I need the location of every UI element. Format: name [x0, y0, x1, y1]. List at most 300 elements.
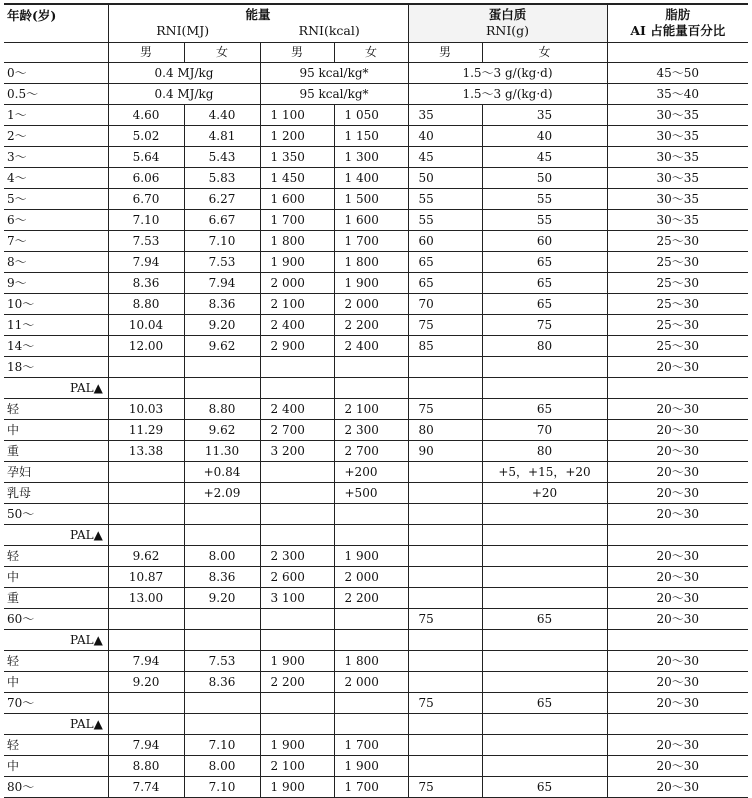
energy-mj-male-cell: 7.94	[108, 251, 184, 272]
table-row	[4, 671, 748, 692]
protein-male-cell	[408, 734, 482, 755]
protein-female-cell: 65	[482, 398, 607, 419]
energy-mj-male-cell: 8.80	[108, 293, 184, 314]
protein-male-cell	[408, 755, 482, 776]
energy-mj-female-cell: 9.20	[184, 587, 260, 608]
age-cell: 70～	[7, 695, 35, 710]
energy-mj-male-cell	[108, 377, 184, 398]
fat-ai-cell: 30～35	[607, 167, 748, 188]
fat-ai-cell: 30～35	[607, 146, 748, 167]
protein-female-cell: 65	[482, 272, 607, 293]
energy-kcal-male-cell: 2 000	[260, 272, 334, 293]
protein-male-cell: 45	[408, 146, 482, 167]
protein-female-cell: +5，+15，+20	[482, 461, 607, 482]
energy-mj-male-cell: 11.29	[108, 419, 184, 440]
protein-female-cell: +20	[482, 482, 607, 503]
table-row	[4, 419, 748, 440]
energy-mj-female-cell: 6.27	[184, 188, 260, 209]
protein-cell: 1.5～3 g/(kg·d)	[408, 83, 607, 104]
energy-mj-male-cell	[108, 503, 184, 524]
protein-female-cell	[482, 629, 607, 650]
energy-mj-female-cell: +2.09	[184, 482, 260, 503]
protein-male-cell: 85	[408, 335, 482, 356]
energy-mj-female-cell: 8.36	[184, 293, 260, 314]
energy-kcal-female-cell: 2 000	[334, 671, 408, 692]
energy-mj-male-cell	[108, 629, 184, 650]
energy-mj-male-cell	[108, 524, 184, 545]
energy-kcal-female-cell	[334, 629, 408, 650]
nutrient-intake-table	[4, 3, 748, 798]
protein-female-cell: 65	[482, 692, 607, 713]
fat-ai-label: AI 占能量百分比	[630, 23, 726, 39]
energy-kcal-male-cell: 2 400	[260, 314, 334, 335]
protein-male-cell	[408, 503, 482, 524]
energy-mj-female-cell: 7.53	[184, 251, 260, 272]
age-header: 年龄(岁)	[7, 8, 57, 23]
protein-title: 蛋白质	[488, 7, 527, 23]
protein-male-cell	[408, 587, 482, 608]
energy-kcal-female-cell: 1 150	[334, 125, 408, 146]
age-cell: 轻	[7, 401, 20, 416]
energy-kcal-female-cell: 2 000	[334, 293, 408, 314]
energy-kcal-female-cell: 1 700	[334, 776, 408, 797]
age-cell: 11～	[7, 317, 35, 332]
age-cell: 轻	[7, 653, 20, 668]
fat-ai-cell: 20～30	[607, 503, 748, 524]
energy-kcal-male-cell	[260, 461, 334, 482]
fat-ai-cell: 20～30	[607, 482, 748, 503]
energy-kcal-male-cell: 2 100	[260, 293, 334, 314]
protein-cell: 1.5～3 g/(kg·d)	[408, 62, 607, 83]
energy-mj-female-cell: 7.10	[184, 230, 260, 251]
energy-kcal-male-cell: 1 700	[260, 209, 334, 230]
protein-female-cell: 50	[482, 167, 607, 188]
energy-kcal-male-cell	[260, 377, 334, 398]
energy-mj-male-cell: 8.36	[108, 272, 184, 293]
energy-mj-male-cell: 10.87	[108, 566, 184, 587]
table-row	[4, 209, 748, 230]
table-row	[4, 608, 748, 629]
age-cell: 孕妇	[7, 464, 32, 479]
protein-male-cell	[408, 650, 482, 671]
table-row	[4, 398, 748, 419]
age-cell: 8～	[7, 254, 27, 269]
energy-kcal-female-cell: +500	[334, 482, 408, 503]
energy-mj-male-cell	[108, 461, 184, 482]
protein-male-cell	[408, 356, 482, 377]
energy-kcal-male-cell	[260, 713, 334, 734]
age-cell: 重	[7, 443, 20, 458]
sex-label: 男	[108, 42, 184, 62]
sex-label: 女	[334, 42, 408, 62]
energy-kcal-male-cell: 1 200	[260, 125, 334, 146]
energy-mj-male-cell: 13.00	[108, 587, 184, 608]
energy-kcal-female-cell: 2 300	[334, 419, 408, 440]
age-cell: 中	[7, 758, 20, 773]
energy-kcal-cell: 95 kcal/kg*	[260, 62, 408, 83]
sex-label: 男	[408, 42, 482, 62]
age-cell: 重	[7, 590, 20, 605]
fat-ai-cell: 30～35	[607, 188, 748, 209]
fat-ai-cell	[607, 629, 748, 650]
protein-male-cell: 80	[408, 419, 482, 440]
table-row	[4, 272, 748, 293]
energy-kcal-female-cell: 1 800	[334, 251, 408, 272]
table-row	[4, 545, 748, 566]
table-row	[4, 335, 748, 356]
protein-male-cell: 50	[408, 167, 482, 188]
fat-ai-cell: 20～30	[607, 398, 748, 419]
protein-female-cell	[482, 650, 607, 671]
energy-mj-female-cell: 4.40	[184, 104, 260, 125]
energy-title: 能量	[245, 7, 271, 23]
energy-mj-male-cell: 9.20	[108, 671, 184, 692]
fat-ai-cell	[607, 713, 748, 734]
fat-ai-cell: 20～30	[607, 692, 748, 713]
energy-mj-female-cell: 7.10	[184, 776, 260, 797]
energy-mj-male-cell	[108, 692, 184, 713]
protein-female-cell	[482, 755, 607, 776]
table-row	[4, 524, 748, 545]
energy-mj-male-cell: 10.03	[108, 398, 184, 419]
protein-female-cell	[482, 377, 607, 398]
sex-label: 男	[260, 42, 334, 62]
fat-ai-cell: 20～30	[607, 545, 748, 566]
protein-male-cell: 75	[408, 398, 482, 419]
energy-kcal-female-cell: 1 700	[334, 230, 408, 251]
energy-kcal-female-cell: 1 300	[334, 146, 408, 167]
age-cell: 3～	[7, 149, 27, 164]
protein-female-cell	[482, 545, 607, 566]
energy-mj-male-cell: 5.64	[108, 146, 184, 167]
fat-title: 脂肪	[665, 7, 691, 23]
fat-ai-cell: 25～30	[607, 335, 748, 356]
protein-female-cell: 45	[482, 146, 607, 167]
fat-ai-cell: 30～35	[607, 104, 748, 125]
energy-kcal-female-cell	[334, 524, 408, 545]
protein-female-cell	[482, 566, 607, 587]
energy-mj-male-cell	[108, 608, 184, 629]
fat-ai-cell: 20～30	[607, 356, 748, 377]
fat-ai-cell: 25～30	[607, 230, 748, 251]
energy-mj-female-cell: 9.20	[184, 314, 260, 335]
energy-mj-male-cell: 7.10	[108, 209, 184, 230]
sex-label: 女	[482, 42, 607, 62]
age-cell: 中	[7, 674, 20, 689]
table-row	[4, 713, 748, 734]
energy-mj-female-cell	[184, 713, 260, 734]
energy-kcal-male-cell	[260, 524, 334, 545]
energy-mj-female-cell: +0.84	[184, 461, 260, 482]
energy-kcal-male-cell: 2 900	[260, 335, 334, 356]
energy-kcal-female-cell: 1 900	[334, 272, 408, 293]
protein-female-cell	[482, 524, 607, 545]
fat-cell: 45～50	[607, 62, 748, 83]
age-cell: 中	[7, 422, 20, 437]
protein-male-cell: 70	[408, 293, 482, 314]
energy-mj-male-cell	[108, 356, 184, 377]
fat-ai-cell	[607, 524, 748, 545]
protein-male-cell: 55	[408, 188, 482, 209]
protein-female-cell	[482, 587, 607, 608]
protein-female-cell: 75	[482, 314, 607, 335]
fat-cell: 35～40	[607, 83, 748, 104]
energy-mj-female-cell: 9.62	[184, 335, 260, 356]
table-row	[4, 293, 748, 314]
protein-male-cell	[408, 461, 482, 482]
energy-mj-female-cell: 8.80	[184, 398, 260, 419]
protein-female-cell: 55	[482, 209, 607, 230]
energy-kcal-female-cell	[334, 503, 408, 524]
protein-male-cell: 75	[408, 608, 482, 629]
protein-male-cell: 90	[408, 440, 482, 461]
energy-mj-female-cell: 5.83	[184, 167, 260, 188]
age-cell: 4～	[7, 170, 27, 185]
table-row	[4, 62, 748, 83]
fat-ai-cell: 20～30	[607, 671, 748, 692]
table-row	[4, 503, 748, 524]
age-cell: PAL▲	[70, 380, 103, 395]
energy-mj-male-cell: 13.38	[108, 440, 184, 461]
protein-female-cell: 70	[482, 419, 607, 440]
age-cell: PAL▲	[70, 632, 103, 647]
table-row	[4, 650, 748, 671]
protein-female-cell: 65	[482, 608, 607, 629]
energy-kcal-female-cell: 2 200	[334, 587, 408, 608]
age-cell: 80～	[7, 779, 35, 794]
protein-male-cell: 65	[408, 272, 482, 293]
energy-mj-female-cell: 11.30	[184, 440, 260, 461]
table-row	[4, 146, 748, 167]
energy-kcal-female-cell: 2 400	[334, 335, 408, 356]
table-row	[4, 587, 748, 608]
rni-kcal-label: RNI(kcal)	[298, 23, 360, 39]
energy-kcal-male-cell: 1 900	[260, 776, 334, 797]
fat-subheader	[607, 42, 748, 62]
energy-mj-male-cell: 5.02	[108, 125, 184, 146]
energy-kcal-male-cell: 1 350	[260, 146, 334, 167]
protein-male-cell: 35	[408, 104, 482, 125]
energy-mj-female-cell: 8.00	[184, 545, 260, 566]
protein-male-cell	[408, 524, 482, 545]
energy-mj-male-cell: 9.62	[108, 545, 184, 566]
table-row	[4, 734, 748, 755]
table-row	[4, 251, 748, 272]
energy-kcal-female-cell	[334, 692, 408, 713]
age-cell: 轻	[7, 548, 20, 563]
fat-ai-cell: 25～30	[607, 293, 748, 314]
fat-ai-cell: 30～35	[607, 209, 748, 230]
age-cell: 60～	[7, 611, 35, 626]
fat-ai-cell: 30～35	[607, 125, 748, 146]
protein-male-cell: 55	[408, 209, 482, 230]
energy-kcal-female-cell	[334, 377, 408, 398]
age-cell: 0.5～	[7, 86, 39, 101]
energy-kcal-female-cell	[334, 713, 408, 734]
energy-mj-male-cell	[108, 482, 184, 503]
age-cell: 6～	[7, 212, 27, 227]
energy-mj-cell: 0.4 MJ/kg	[108, 62, 260, 83]
age-cell: 2～	[7, 128, 27, 143]
protein-female-cell	[482, 503, 607, 524]
age-cell: 9～	[7, 275, 27, 290]
energy-kcal-male-cell: 1 100	[260, 104, 334, 125]
table-row	[4, 692, 748, 713]
fat-ai-cell	[607, 377, 748, 398]
protein-male-cell	[408, 629, 482, 650]
protein-female-cell	[482, 713, 607, 734]
table-row	[4, 356, 748, 377]
age-cell: PAL▲	[70, 527, 103, 542]
protein-female-cell: 80	[482, 440, 607, 461]
energy-kcal-cell: 95 kcal/kg*	[260, 83, 408, 104]
energy-kcal-male-cell: 2 700	[260, 419, 334, 440]
energy-kcal-male-cell: 1 900	[260, 251, 334, 272]
energy-kcal-male-cell: 1 900	[260, 734, 334, 755]
protein-female-cell	[482, 671, 607, 692]
protein-male-cell: 75	[408, 314, 482, 335]
fat-ai-cell: 20～30	[607, 608, 748, 629]
energy-mj-female-cell: 8.36	[184, 671, 260, 692]
energy-mj-female-cell	[184, 524, 260, 545]
energy-mj-female-cell: 5.43	[184, 146, 260, 167]
energy-mj-male-cell: 7.94	[108, 734, 184, 755]
fat-ai-cell: 20～30	[607, 755, 748, 776]
protein-female-cell: 60	[482, 230, 607, 251]
age-cell: 5～	[7, 191, 27, 206]
table-row	[4, 125, 748, 146]
energy-kcal-male-cell: 3 200	[260, 440, 334, 461]
protein-female-cell	[482, 356, 607, 377]
protein-male-cell	[408, 671, 482, 692]
energy-mj-male-cell: 4.60	[108, 104, 184, 125]
energy-kcal-male-cell	[260, 608, 334, 629]
energy-mj-female-cell: 7.53	[184, 650, 260, 671]
rni-mj-label: RNI(MJ)	[156, 23, 210, 39]
energy-kcal-male-cell	[260, 692, 334, 713]
table-row	[4, 188, 748, 209]
rni-g-label: RNI(g)	[485, 23, 530, 39]
fat-ai-cell: 20～30	[607, 566, 748, 587]
protein-female-cell: 55	[482, 188, 607, 209]
energy-kcal-male-cell: 2 600	[260, 566, 334, 587]
energy-mj-female-cell: 7.10	[184, 734, 260, 755]
energy-kcal-female-cell: 1 500	[334, 188, 408, 209]
age-cell: 轻	[7, 737, 20, 752]
energy-kcal-female-cell: 1 900	[334, 755, 408, 776]
table-row	[4, 83, 748, 104]
table-row	[4, 461, 748, 482]
energy-kcal-female-cell	[334, 356, 408, 377]
age-cell: 7～	[7, 233, 27, 248]
energy-mj-male-cell: 12.00	[108, 335, 184, 356]
protein-male-cell: 40	[408, 125, 482, 146]
energy-kcal-female-cell	[334, 608, 408, 629]
age-cell: 50～	[7, 506, 35, 521]
energy-kcal-female-cell: 2 700	[334, 440, 408, 461]
protein-female-cell: 65	[482, 776, 607, 797]
age-cell: 10～	[7, 296, 35, 311]
fat-ai-cell: 20～30	[607, 776, 748, 797]
table-row	[4, 755, 748, 776]
energy-kcal-male-cell: 2 400	[260, 398, 334, 419]
table-row	[4, 776, 748, 797]
energy-mj-male-cell: 7.74	[108, 776, 184, 797]
table-row	[4, 104, 748, 125]
protein-male-cell: 75	[408, 776, 482, 797]
table-row	[4, 440, 748, 461]
energy-kcal-male-cell: 1 800	[260, 230, 334, 251]
fat-ai-cell: 25～30	[607, 272, 748, 293]
energy-kcal-male-cell	[260, 503, 334, 524]
energy-mj-male-cell: 7.53	[108, 230, 184, 251]
energy-kcal-male-cell: 1 450	[260, 167, 334, 188]
energy-mj-female-cell	[184, 629, 260, 650]
energy-kcal-male-cell: 2 100	[260, 755, 334, 776]
energy-kcal-male-cell: 1 600	[260, 188, 334, 209]
table-row	[4, 482, 748, 503]
energy-mj-female-cell	[184, 608, 260, 629]
age-cell: PAL▲	[70, 716, 103, 731]
fat-ai-cell: 20～30	[607, 587, 748, 608]
table-row	[4, 167, 748, 188]
protein-female-cell: 35	[482, 104, 607, 125]
energy-mj-female-cell: 6.67	[184, 209, 260, 230]
energy-kcal-female-cell: 1 900	[334, 545, 408, 566]
energy-mj-female-cell: 8.36	[184, 566, 260, 587]
energy-mj-male-cell: 10.04	[108, 314, 184, 335]
energy-mj-female-cell: 8.00	[184, 755, 260, 776]
energy-kcal-female-cell: +200	[334, 461, 408, 482]
energy-mj-female-cell: 4.81	[184, 125, 260, 146]
energy-kcal-male-cell	[260, 356, 334, 377]
age-cell: 0～	[7, 65, 27, 80]
table-row	[4, 377, 748, 398]
protein-male-cell	[408, 377, 482, 398]
table-row	[4, 629, 748, 650]
fat-ai-cell: 20～30	[607, 440, 748, 461]
protein-male-cell	[408, 566, 482, 587]
energy-mj-male-cell: 7.94	[108, 650, 184, 671]
table-row	[4, 230, 748, 251]
protein-female-cell	[482, 734, 607, 755]
protein-header	[408, 4, 607, 42]
energy-kcal-female-cell: 2 000	[334, 566, 408, 587]
energy-mj-female-cell	[184, 503, 260, 524]
energy-kcal-female-cell: 1 700	[334, 734, 408, 755]
protein-male-cell: 65	[408, 251, 482, 272]
fat-ai-cell: 25～30	[607, 251, 748, 272]
protein-female-cell: 65	[482, 293, 607, 314]
energy-mj-male-cell	[108, 713, 184, 734]
energy-kcal-male-cell	[260, 482, 334, 503]
energy-kcal-female-cell: 2 100	[334, 398, 408, 419]
energy-kcal-male-cell: 2 200	[260, 671, 334, 692]
table-body	[4, 62, 748, 797]
energy-mj-cell: 0.4 MJ/kg	[108, 83, 260, 104]
table-row	[4, 314, 748, 335]
fat-ai-cell: 20～30	[607, 461, 748, 482]
energy-mj-male-cell: 6.70	[108, 188, 184, 209]
protein-male-cell: 60	[408, 230, 482, 251]
energy-mj-female-cell: 9.62	[184, 419, 260, 440]
energy-mj-female-cell	[184, 377, 260, 398]
energy-mj-female-cell: 7.94	[184, 272, 260, 293]
fat-ai-cell: 25～30	[607, 314, 748, 335]
protein-male-cell	[408, 545, 482, 566]
energy-mj-female-cell	[184, 692, 260, 713]
protein-female-cell: 40	[482, 125, 607, 146]
